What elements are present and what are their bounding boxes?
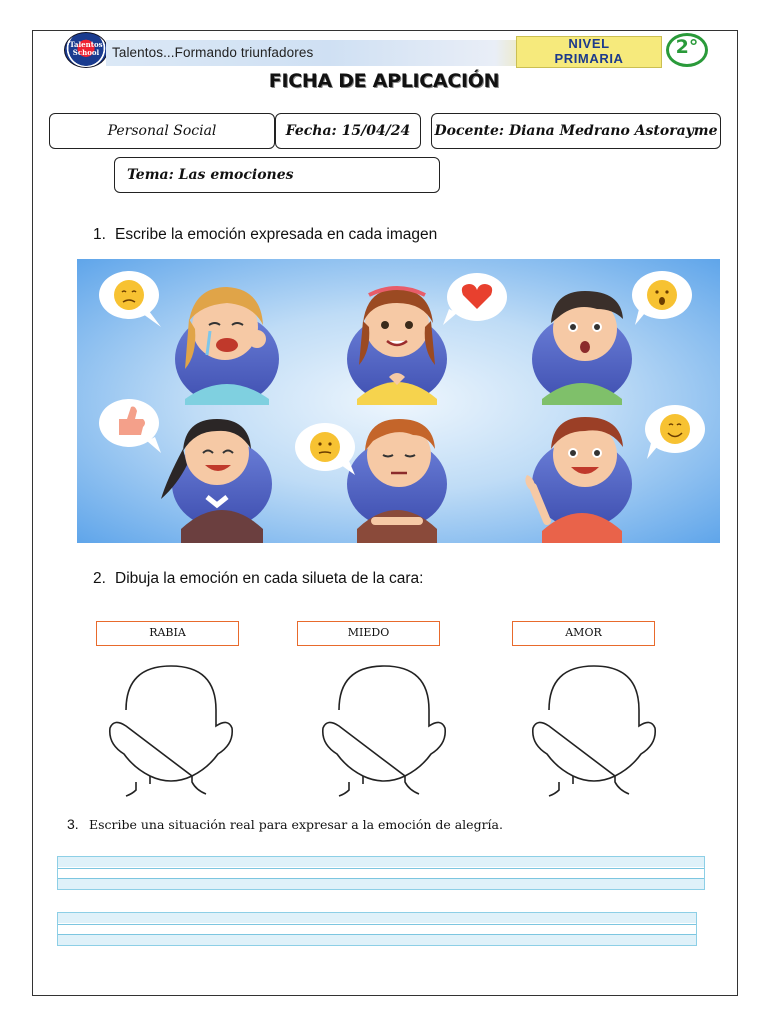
question-1-text: Escribe la emoción expresada en cada imagen (115, 226, 438, 243)
answer-lines-2[interactable] (57, 912, 697, 946)
face-silhouette-amor[interactable] (519, 658, 669, 798)
topic-box: Tema: Las emociones (114, 157, 440, 193)
header-banner (64, 32, 710, 70)
date-box: Fecha: 15/04/24 (275, 113, 421, 149)
emotions-illustration (77, 259, 720, 543)
writing-band (58, 913, 696, 923)
question-3 (67, 816, 503, 832)
kid-pensive-boy (347, 419, 447, 543)
level-line2: PRIMARIA (554, 51, 624, 66)
emotion-label-rabia: RABIA (96, 621, 239, 646)
grade-text: 2° (675, 36, 699, 58)
writing-rule (58, 868, 704, 869)
question-3-number: 3. (67, 816, 79, 832)
question-2-number: 2. (93, 570, 106, 587)
question-1 (93, 226, 437, 244)
question-3-text: Escribe una situación real para expresar a la emoción de alegría. (89, 817, 503, 832)
level-text (516, 36, 662, 66)
kid-crying-girl (175, 287, 279, 405)
face-outline-icon (309, 658, 459, 798)
face-silhouette-miedo[interactable] (309, 658, 459, 798)
writing-rule (58, 924, 696, 925)
face-silhouette-rabia[interactable] (96, 658, 246, 798)
page-title: FICHA DE APLICACIÓN (268, 70, 500, 92)
emotion-label-amor: AMOR (512, 621, 655, 646)
thumbs-up-icon (99, 399, 161, 453)
face-outline-icon (96, 658, 246, 798)
course-box: Personal Social (49, 113, 275, 149)
sad-emoji-icon (99, 271, 161, 327)
school-slogan: Talentos...Formando triunfadores (112, 45, 314, 60)
kid-loving-girl (347, 288, 447, 405)
kid-happy-boy (525, 417, 632, 543)
surprised-emoji-icon (632, 271, 692, 325)
school-logo-text: Talentos School (69, 40, 103, 57)
question-2 (93, 570, 423, 588)
answer-lines-1[interactable] (57, 856, 705, 890)
level-line1: NIVEL (568, 36, 610, 51)
writing-band (58, 935, 696, 945)
teacher-box: Docente: Diana Medrano Astorayme (431, 113, 721, 149)
thinking-emoji-icon (295, 423, 355, 475)
happy-emoji-icon (645, 405, 705, 459)
emotions-illustration-art (77, 259, 720, 543)
kid-surprised-boy (532, 291, 632, 405)
heart-icon (443, 273, 507, 325)
kid-happy-girl (161, 419, 272, 543)
writing-band (58, 879, 704, 889)
emotion-label-miedo: MIEDO (297, 621, 440, 646)
writing-band (58, 857, 704, 867)
face-outline-icon (519, 658, 669, 798)
question-1-number: 1. (93, 226, 106, 243)
question-2-text: Dibuja la emoción en cada silueta de la cara: (115, 570, 424, 587)
